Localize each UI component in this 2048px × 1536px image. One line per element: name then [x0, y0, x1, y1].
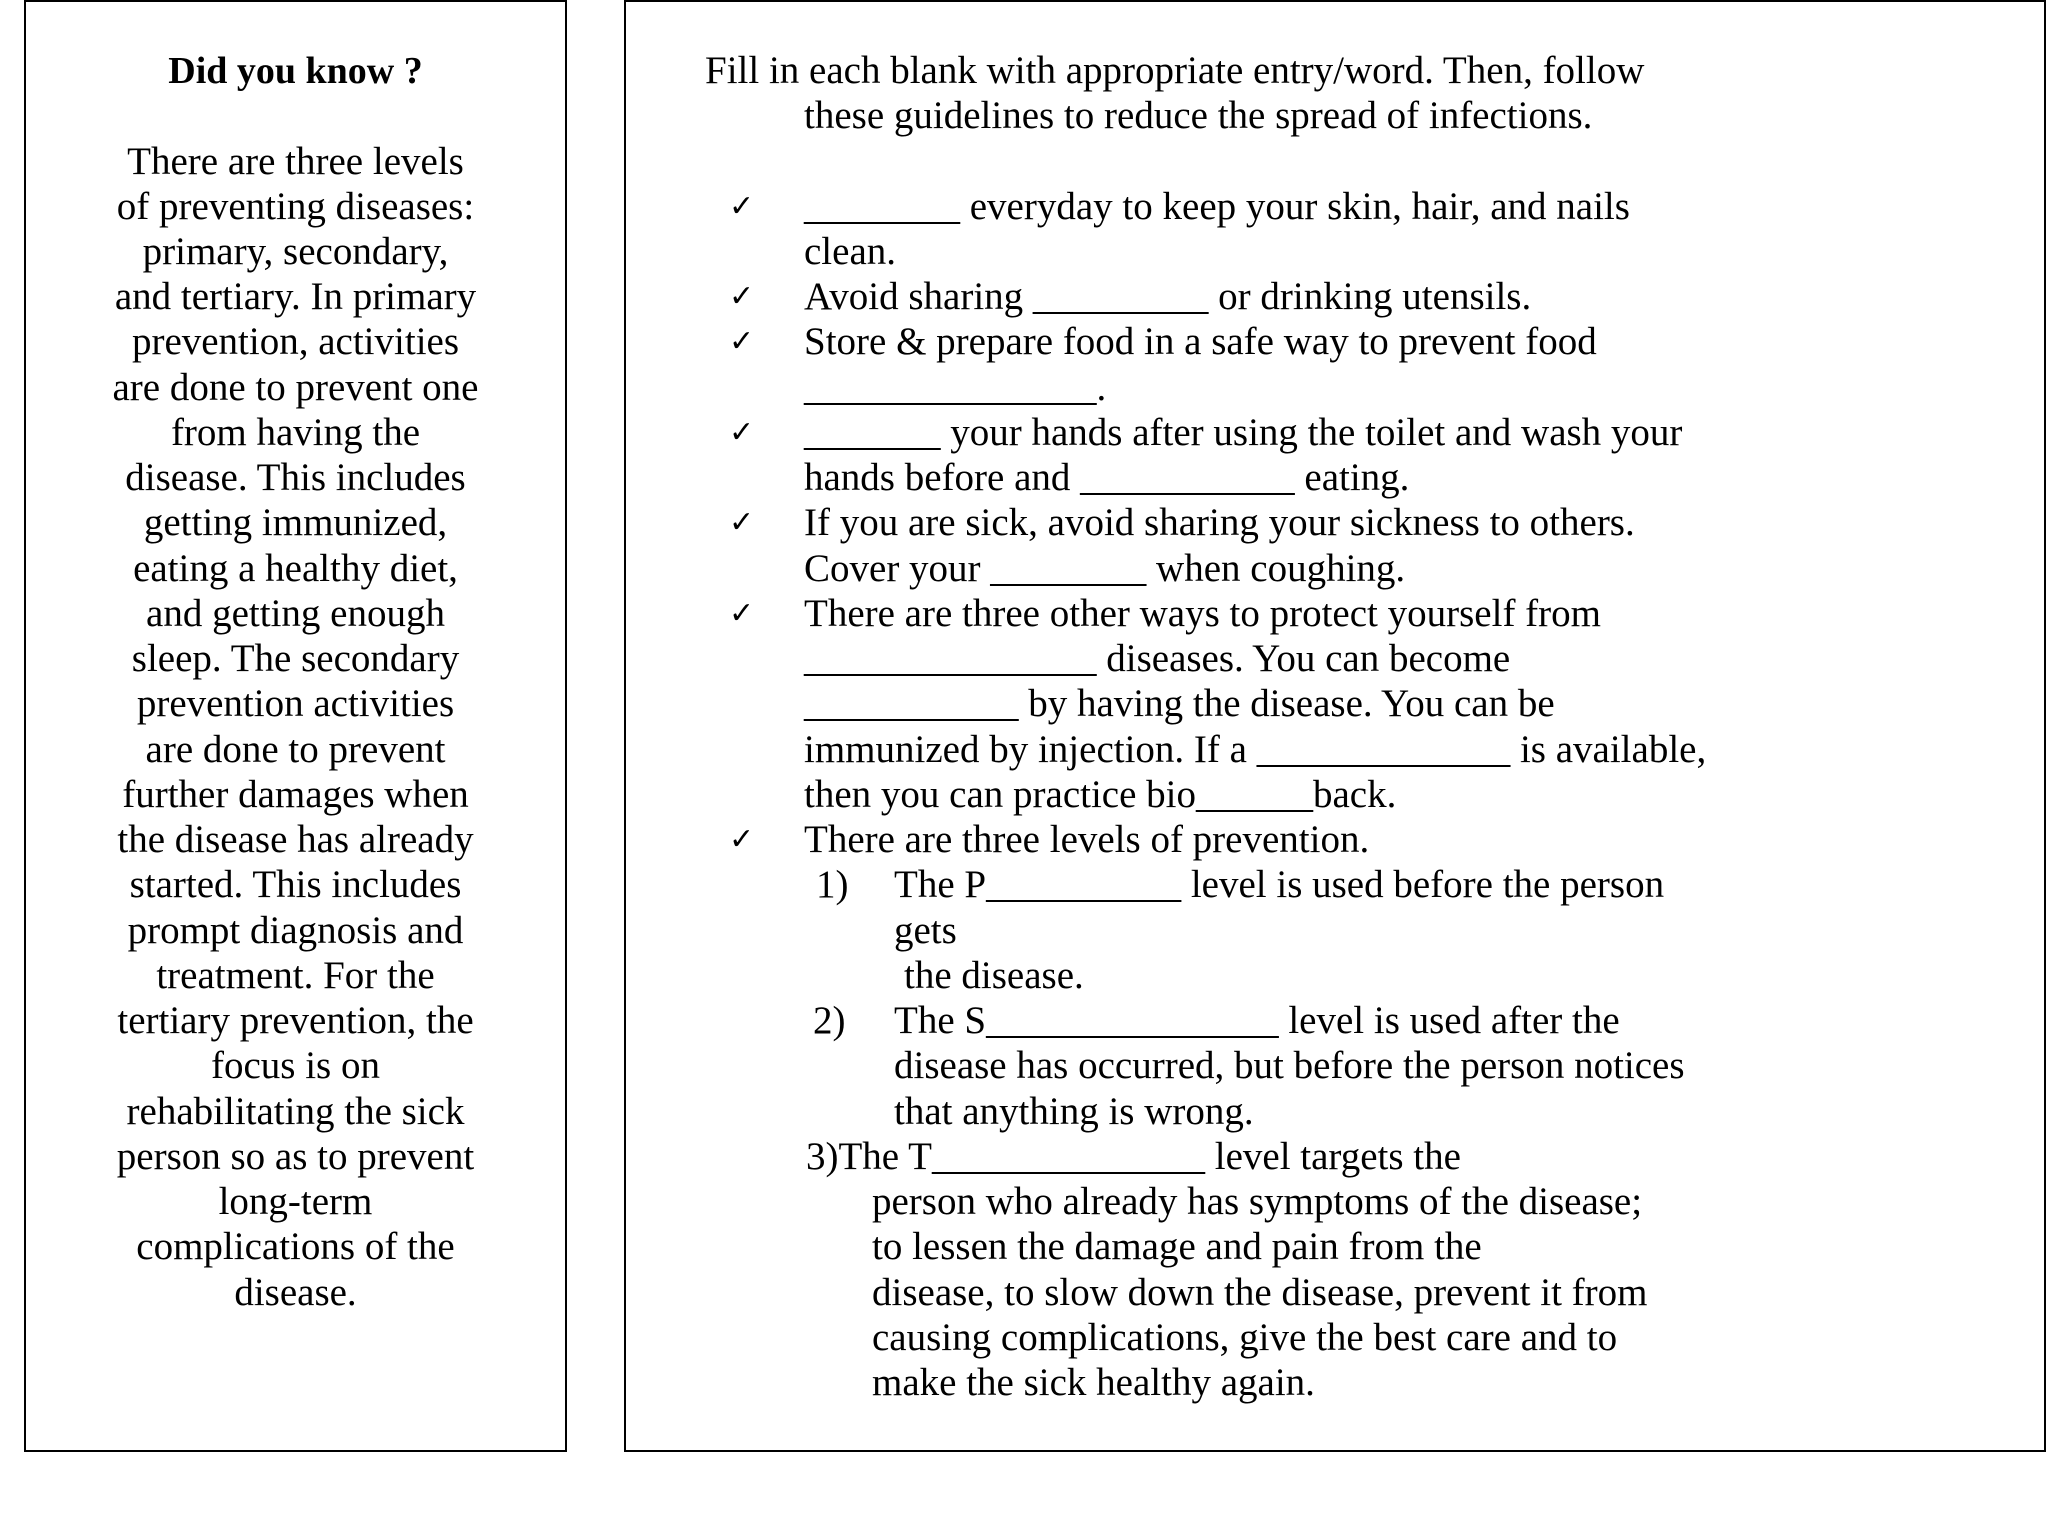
fact-line: are done to prevent one	[112, 366, 479, 409]
level-line: person who already has symptoms of the disease;	[872, 1180, 1643, 1223]
level-number: 1)	[816, 863, 849, 906]
guideline-line: ___________ by having the disease. You can be	[804, 682, 1555, 725]
level-line: gets	[894, 909, 957, 952]
level-line: disease has occurred, but before the person notices	[894, 1044, 1685, 1087]
level-number: 2)	[813, 999, 846, 1042]
worksheet-panel	[624, 0, 2046, 1452]
fact-line: the disease has already	[117, 818, 474, 861]
fact-line: disease.	[234, 1271, 357, 1314]
fact-line: eating a healthy diet,	[133, 547, 458, 590]
did-you-know-title: Did you know ?	[168, 50, 423, 92]
check-icon: ✓	[729, 189, 755, 224]
fact-line: prevention, activities	[131, 320, 460, 363]
guideline-line: Store & prepare food in a safe way to prevent food	[804, 320, 1597, 363]
fact-line: are done to prevent	[145, 728, 446, 771]
fact-line: complications of the	[136, 1225, 455, 1268]
guideline-line: _______________.	[804, 366, 1107, 409]
fact-line: treatment. For the	[156, 954, 435, 997]
guideline-line: There are three other ways to protect yourself from	[804, 592, 1601, 635]
fact-line: getting immunized,	[143, 501, 448, 544]
guideline-line: ________ everyday to keep your skin, hair, and nails	[804, 185, 1630, 228]
guideline-line: There are three levels of prevention.	[804, 818, 1370, 861]
fact-line: long-term	[218, 1180, 373, 1223]
guideline-line: hands before and ___________ eating.	[804, 456, 1410, 499]
guideline-line: immunized by injection. If a _____________ is available,	[804, 728, 1707, 771]
guideline-line: Cover your ________ when coughing.	[804, 547, 1406, 590]
fact-line: from having the	[170, 411, 421, 454]
fact-line: tertiary prevention, the	[117, 999, 474, 1042]
fact-line: rehabilitating the sick	[126, 1090, 465, 1133]
check-icon: ✓	[729, 822, 755, 857]
fact-line: sleep. The secondary	[131, 637, 460, 680]
guideline-line: If you are sick, avoid sharing your sickness to others.	[804, 501, 1635, 544]
fact-line: further damages when	[122, 773, 469, 816]
fact-line: disease. This includes	[125, 456, 466, 499]
instructions-line: these guidelines to reduce the spread of infections.	[804, 94, 1593, 137]
fact-line: prompt diagnosis and	[127, 909, 464, 952]
fact-line: and tertiary. In primary	[114, 275, 477, 318]
check-icon: ✓	[729, 324, 755, 359]
level-line: the disease.	[904, 954, 1084, 997]
level-line: that anything is wrong.	[894, 1090, 1254, 1133]
level-line: 3)The T______________ level targets the	[806, 1135, 1461, 1178]
guideline-line: Avoid sharing _________ or drinking utensils.	[804, 275, 1532, 318]
fact-line: focus is on	[211, 1044, 380, 1087]
fact-line: of preventing diseases:	[116, 185, 475, 228]
level-line: disease, to slow down the disease, prevent it from	[872, 1271, 1648, 1314]
fact-line: primary, secondary,	[142, 230, 449, 273]
guideline-line: clean.	[804, 230, 897, 273]
level-line: The S_______________ level is used after the	[894, 999, 1620, 1042]
level-line: causing complications, give the best care and to	[872, 1316, 1618, 1359]
check-icon: ✓	[729, 415, 755, 450]
check-icon: ✓	[729, 505, 755, 540]
instructions-line: Fill in each blank with appropriate entry/word. Then, follow	[705, 49, 1645, 92]
fact-line: person so as to prevent	[116, 1135, 475, 1178]
guideline-line: _______ your hands after using the toilet and wash your	[804, 411, 1683, 454]
did-you-know-panel	[24, 0, 567, 1452]
guideline-line: _______________ diseases. You can become	[804, 637, 1511, 680]
fact-line: There are three levels	[127, 140, 464, 183]
fact-line: started. This includes	[129, 863, 462, 906]
level-line: The P__________ level is used before the person	[894, 863, 1665, 906]
level-line: make the sick healthy again.	[872, 1361, 1315, 1404]
fact-line: prevention activities	[136, 682, 455, 725]
fact-line: and getting enough	[146, 592, 445, 635]
level-line: to lessen the damage and pain from the	[872, 1225, 1482, 1268]
check-icon: ✓	[729, 596, 755, 631]
check-icon: ✓	[729, 279, 755, 314]
guideline-line: then you can practice bio______back.	[804, 773, 1397, 816]
